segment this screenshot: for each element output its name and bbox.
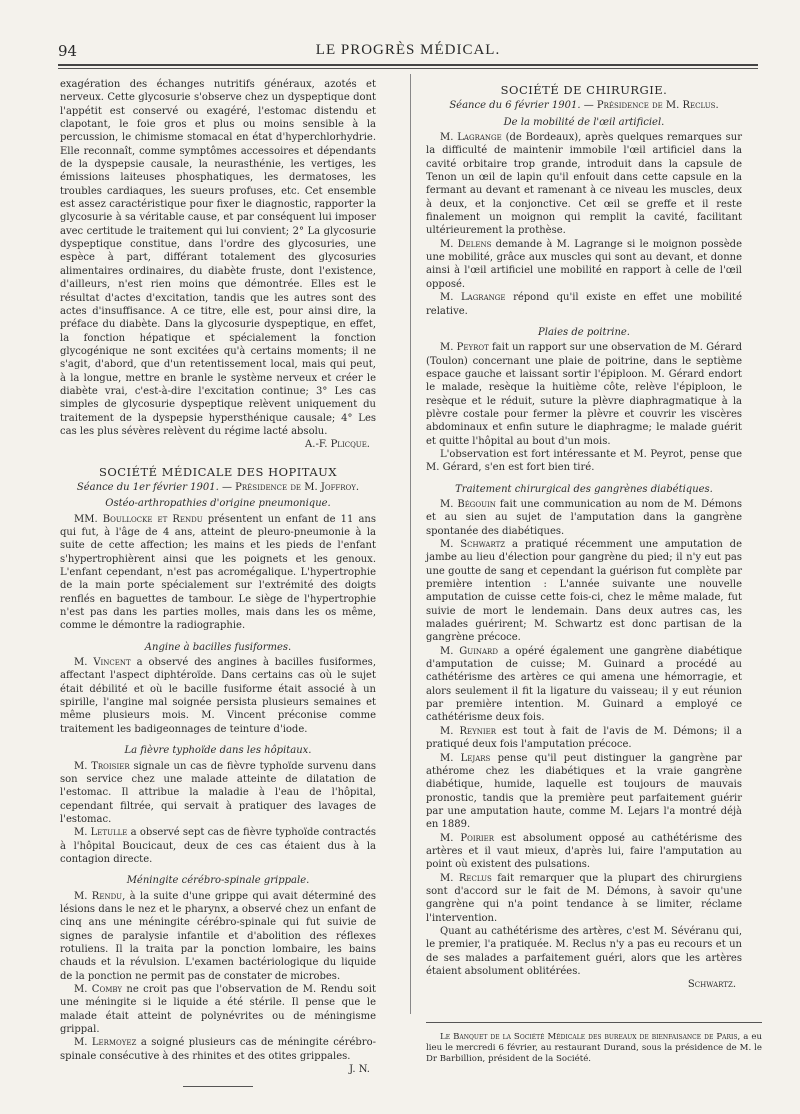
paragraph-poitrine-1: M. Peyrot fait un rapport sur une observation de M. Gérard (Toulon) concernant une plaie de poitrine, dans le septième espace gauche et laissant sortir l'épiploon. M. Gérard endort le malade, resèque la huitième côte, relève l'épiploon, le resèque et le réduit, suture la plèvre diaphragmatique à la plèvre costale pour fermer la plèvre et couvrir les viscères abdominaux et enfin suture le diaphragme; le malade guérit et quitte l'hôpital au bout d'un mois.: [426, 342, 742, 447]
paragraph-gangrene-5: M. Lejars pense qu'il peut distinguer la gangrène par athérome chez les diabétiques et la vraie gangrène diabétique, humide, laquelle est toujours de mauvais pronostic, tandis que la première peut parfaitement guérir par une amputation haute, comme M. Lejars l'a montré déjà en 1889.: [426, 752, 742, 831]
intro-signature: A.-F. Plicque.: [305, 439, 370, 451]
paragraph-meningite-3: M. Lermoyez a soigné plusieurs cas de méningite cérébro-spinale consécutive à des rhinites et des otites grippales.: [60, 1037, 376, 1062]
paragraph-oeil-1: M. Lagrange (de Bordeaux), après quelques remarques sur la difficulté de maintenir immobile l'œil artificiel dans la cavité orbitaire trop grande, introduit dans la capsule de Tenon un œil de lapin qu'il enfouit dans cette capsule en la fermant au devant et ramenant à ce niveau les muscles, deux à deux, et la conjonctive. Cet œil se greffe et il reste finalement un moignon qui remplit la cavité, facilitant ultérieurement la prothèse.: [426, 132, 742, 237]
paragraph-gangrene-1: M. Bégouin fait une communication au nom de M. Démons et au sien au sujet de l'amputation dans la gangrène spontanée des diabétiques.: [426, 498, 742, 537]
paragraph-gangrene-3: M. Guinard a opéré également une gangrène diabétique d'amputation de cuisse; M. Guinard a procédé au cathétérisme des artères ce qui amena une hémorragie, et alors seulement il fit la ligature du vaisseau; il y eut réunion par première intention. M. Guinard a employé ce cathétérisme deux fois.: [426, 645, 742, 724]
paragraph-angine: M. Vincent a observé des angines à bacilles fusiformes, affectant l'aspect diphtéroïde. Dans certains cas où le sujet était débilité et où le bacille fusiforme était associé à un spirille, l'angine mal soignée persista plusieurs semaines et même plusieurs mois. M. Vincent préconise comme traitement les badigeonnages de teinture d'iode.: [60, 657, 376, 735]
journal-title: LE PROGRÈS MÉDICAL.: [315, 42, 501, 58]
paragraph-poitrine-2: L'observation est fort intéressante et M. Peyrot, pense que M. Gérard, s'en est fort bien tiré.: [426, 448, 742, 474]
society-title-hopitaux: SOCIÉTÉ MÉDICALE DES HOPITAUX: [98, 464, 338, 479]
announce-rule: [426, 1022, 762, 1023]
left-signature: J. N.: [349, 1064, 370, 1076]
section-title-typhoide: La fièvre typhoïde dans les hôpitaux.: [124, 745, 312, 757]
page-header: [58, 38, 758, 62]
column-divider: [410, 74, 411, 1014]
section-title-oeil: De la mobilité de l'œil artificiel.: [503, 116, 665, 128]
intro-paragraph: exagération des échanges nutritifs généraux, azotés et nerveux. Cette glycosurie s'observe chez un dyspeptique dont l'appétit est conservé ou exagéré, l'estomac distendu et clapotant, le foie gros et plus ou moins sensible à la percussion, le chimisme stomacal en état d'hyperchlorhydrie. Elle reconnaît, comme symptômes accessoires et dépendants de la dyspepsie causale, la neurasthénie, les vertiges, les émissions laiteuses phosphatiques, les dermatoses, les troubles cardiaques, les sueurs profuses, etc. Cet ensemble est assez caractéristique pour fixer le diagnostic, rapporter la glycosurie à sa véritable cause, et par conséquent lui imposer avec certitude le traitement qui lui convient; 2° La glycosurie dyspeptique constitue, dans l'ordre des glycosuries, une espèce à part, différant totalement des glycosuries alimentaires ordinaires, du diabète fruste, dont l'existence, d'ailleurs, n'est rien moins que démontrée. Elles est le résultat d'actes d'excitation, tandis que les autres sont des actes d'insuffisance. A ce titre, elle est, pour ainsi dire, la préface du diabète. Dans la glycosurie dyspeptique, en effet, la fonction hépatique et spécialement la fonction glycogénique ne sont excitées qu'à certains moments; il ne s'agit, d'abord, que d'un retentissement local, mais qui peut, à la longue, mettre en branle le système nerveux et créer le diabète vrai, c'est-à-dire l'excitation continue; 3° Les cas simples de glycosurie dyspeptique relèvent uniquement du traitement de la dyspepsie hypersthénique causale; 4° Les cas les plus sévères relèvent du régime lacté absolu.: [60, 79, 376, 437]
section-title-osteo: Ostéo-arthropathies d'origine pneumonique.: [105, 498, 331, 510]
left-column: [60, 78, 376, 1087]
paragraph-meningite-2: M. Comby ne croit pas que l'observation de M. Rendu soit une méningite si le liquide a été stérile. Il pense que le malade était atteint de polynévrites ou de méningisme grippal.: [60, 984, 376, 1036]
section-title-gangrenes: Traitement chirurgical des gangrènes diabétiques.: [455, 483, 713, 495]
paragraph-oeil-3: M. Lagrange répond qu'il existe en effet une mobilité relative.: [426, 292, 742, 317]
seance-line-chirurgie: Séance du 6 février 1901. — Présidence de M. Reclus.: [449, 100, 719, 112]
society-title-chirurgie: SOCIÉTÉ DE CHIRURGIE.: [500, 83, 668, 97]
paragraph-meningite-1: M. Rendu, à la suite d'une grippe qui avait déterminé des lésions dans le nez et le pharynx, a observé chez un enfant de cinq ans une méningite cérébro-spinale qui fut suivie de signes de paralysie infantile et d'abolition des réflexes rotuliens. Il la traita par la ponction lombaire, les bains chauds et la révulsion. L'examen bactériologique du liquide de la ponction ne permit pas de constater de microbes.: [60, 890, 376, 982]
paragraph-typhoide-2: M. Letulle a observé sept cas de fièvre typhoïde contractés à l'hôpital Boucicaut, deux de ces cas étaient dus à la contagion directe.: [60, 827, 376, 865]
paragraph-oeil-2: M. Delens demande à M. Lagrange si le moignon possède une mobilité, grâce aux muscles qui sont au devant, et donne ainsi à l'œil artificiel une mobilité en rapport à celle de l'œil opposé.: [426, 238, 742, 290]
paragraph-osteo: MM. Boullocke et Rendu présentent un enfant de 11 ans qui fut, à l'âge de 4 ans, atteint de pleuro-pneumonie à la suite de cette affection; les mains et les pieds de l'enfant s'hypertrophièrent ainsi que les poignets et les genoux. L'enfant cependant, n'est pas acromégalique. L'hypertrophie de la main porte spécialement sur l'extrémité des doigts renflés en baguettes de tambour. Le siège de l'hypertrophie n'est pas dans les parties molles, mais dans les os même, comme le démontre la radiographie.: [60, 513, 376, 632]
paragraph-gangrene-2: M. Schwartz a pratiqué récemment une amputation de jambe au lieu d'élection pour gangrène du pied; il n'y eut pas une goutte de sang et cependant la guérison fut complète par première intention : L'année suivante une nouvelle amputation de cuisse cette fois-ci, chez le même malade, fut suivie de mort le lendemain. Dans deux autres cas, les malades guérirent; M. Schwartz est donc partisan de la gangrène précoce.: [426, 539, 742, 644]
section-title-poitrine: Plaies de poitrine.: [538, 326, 630, 338]
page-number: 94: [58, 42, 78, 60]
section-title-angine: Angine à bacilles fusiformes.: [144, 641, 292, 653]
paragraph-typhoide-1: M. Troisier signale un cas de fièvre typhoïde survenu dans son service chez une malade atteinte de dilatation de l'estomac. Il attribue la maladie à l'eau de l'hôpital, cependant filtrée, qui servait à pratiquer des lavages de l'estomac.: [60, 760, 376, 825]
section-title-meningite: Méningite cérébro-spinale grippale.: [126, 875, 310, 887]
seance-line-hopitaux: Séance du 1er février 1901. — Présidence de M. Joffroy.: [76, 481, 360, 493]
paragraph-gangrene-6: M. Poirier est absolument opposé au cathétérisme des artères et il vaut mieux, d'après lui, faire l'amputation au point où existent des pulsations.: [426, 832, 743, 871]
paragraph-gangrene-4: M. Reynier est tout à fait de l'avis de M. Démons; il a pratiqué deux fois l'amputation précoce.: [426, 725, 742, 751]
right-signature: Schwartz.: [687, 979, 736, 991]
header-rule: [58, 64, 758, 66]
paragraph-gangrene-8: Quant au cathétérisme des artères, c'est M. Sévéranu qui, le premier, l'a pratiquée. M. Reclus n'y a pas eu recours et un de ses malades a parfaitement guéri, alors que les artères étaient absolument oblitérées.: [426, 925, 742, 977]
header-rule-thin: [58, 68, 758, 69]
announce-paragraph: Le Banquet de la Société Médicale des bureaux de bienfaisance de Paris, a eu lieu le mercredi 6 février, au restaurant Durand, sous la présidence de M. le Dr Barbillion, président de la Société.: [426, 1032, 763, 1065]
right-column: [426, 78, 742, 992]
paragraph-gangrene-7: M. Reclus fait remarquer que la plupart des chirurgiens sont d'accord sur le fait de M. Démons, à savoir qu'une gangrène qui n'a point tendance à se limiter, réclame l'intervention.: [426, 872, 742, 924]
end-rule: [183, 1086, 253, 1087]
